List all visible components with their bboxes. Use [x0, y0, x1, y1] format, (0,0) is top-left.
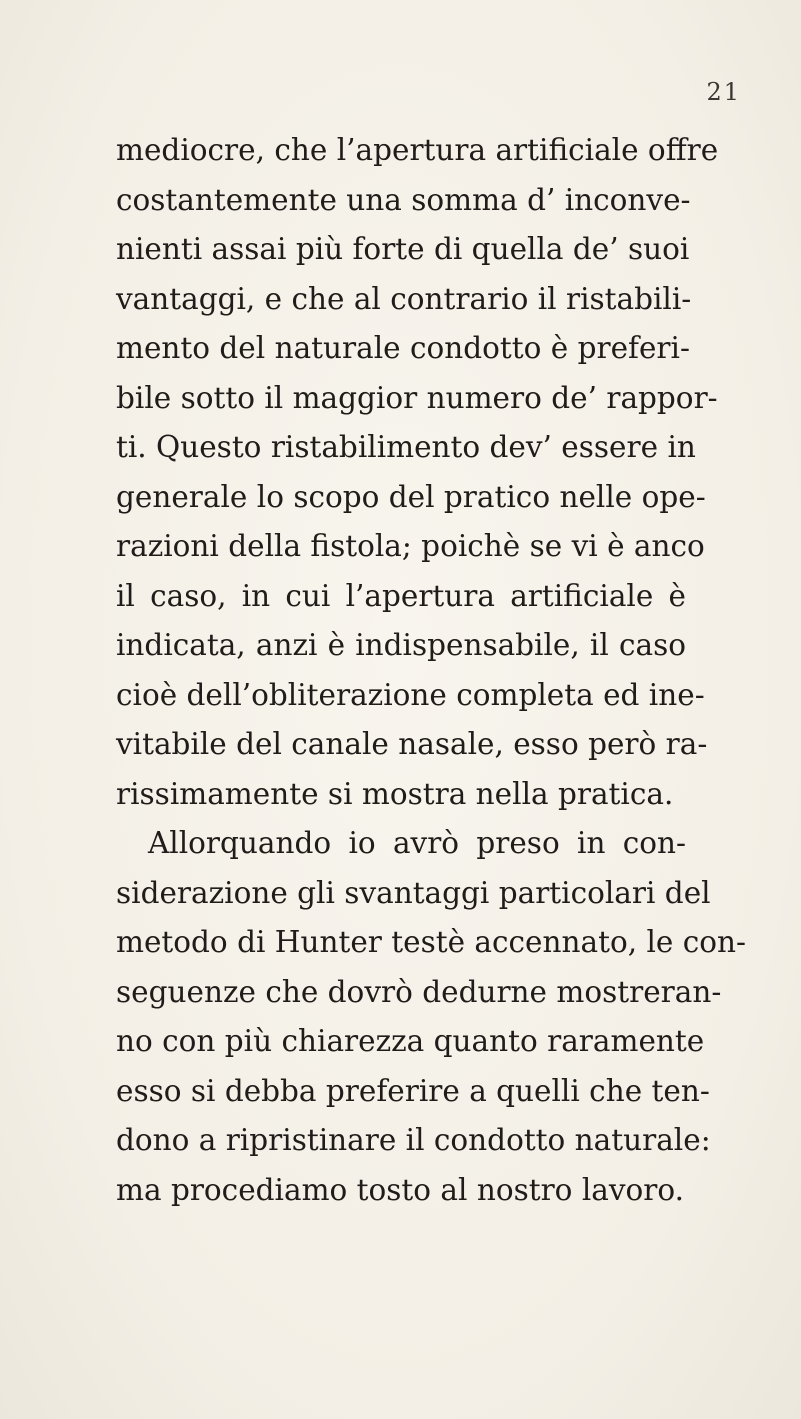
text-line: razioni della fistola; poichè se vi è anco	[116, 529, 705, 563]
text-line: ma procediamo tosto al nostro lavoro.	[116, 1172, 684, 1207]
text-line: siderazione gli svantaggi particolari del	[116, 875, 711, 910]
text-line: rissimamente si mostra nella pratica.	[116, 776, 674, 811]
text-line: mento del naturale condotto è preferi-	[116, 331, 690, 365]
page-number: 21	[706, 78, 741, 106]
text-line: il caso, in cui l’apertura artificiale è	[116, 578, 686, 613]
text-line: ti. Questo ristabilimento dev’ essere in	[116, 430, 696, 464]
text-line: cioè dell’obliterazione completa ed ine-	[116, 677, 705, 712]
text-line: indicata, anzi è indispensabile, il caso	[116, 628, 686, 662]
text-line: costantemente una somma d’ inconve-	[116, 182, 691, 217]
text-line: vantaggi, e che al contrario il ristabili-	[116, 281, 692, 316]
text-line: mediocre, che l’apertura artificiale offre	[116, 133, 719, 167]
text-line: seguenze che dovrò dedurne mostreran-	[116, 974, 722, 1009]
text-line: esso si debba preferire a quelli che ten-	[116, 1073, 710, 1108]
text-line: bile sotto il maggior numero de’ rappor-	[116, 380, 718, 415]
text-line: metodo di Hunter testè accennato, le con-	[116, 925, 746, 959]
text-line: generale lo scopo del pratico nelle ope-	[116, 479, 706, 514]
text-line: Allorquando io avrò preso in con-	[148, 826, 686, 860]
text-line: dono a ripristinare il condotto naturale:	[116, 1123, 711, 1157]
text-line: vitabile del canale nasale, esso però ra-	[116, 727, 708, 761]
text-line: no con più chiarezza quanto raramente	[116, 1024, 705, 1058]
body-text	[116, 126, 746, 1215]
text-line: nienti assai più forte di quella de’ suoi	[116, 232, 690, 266]
